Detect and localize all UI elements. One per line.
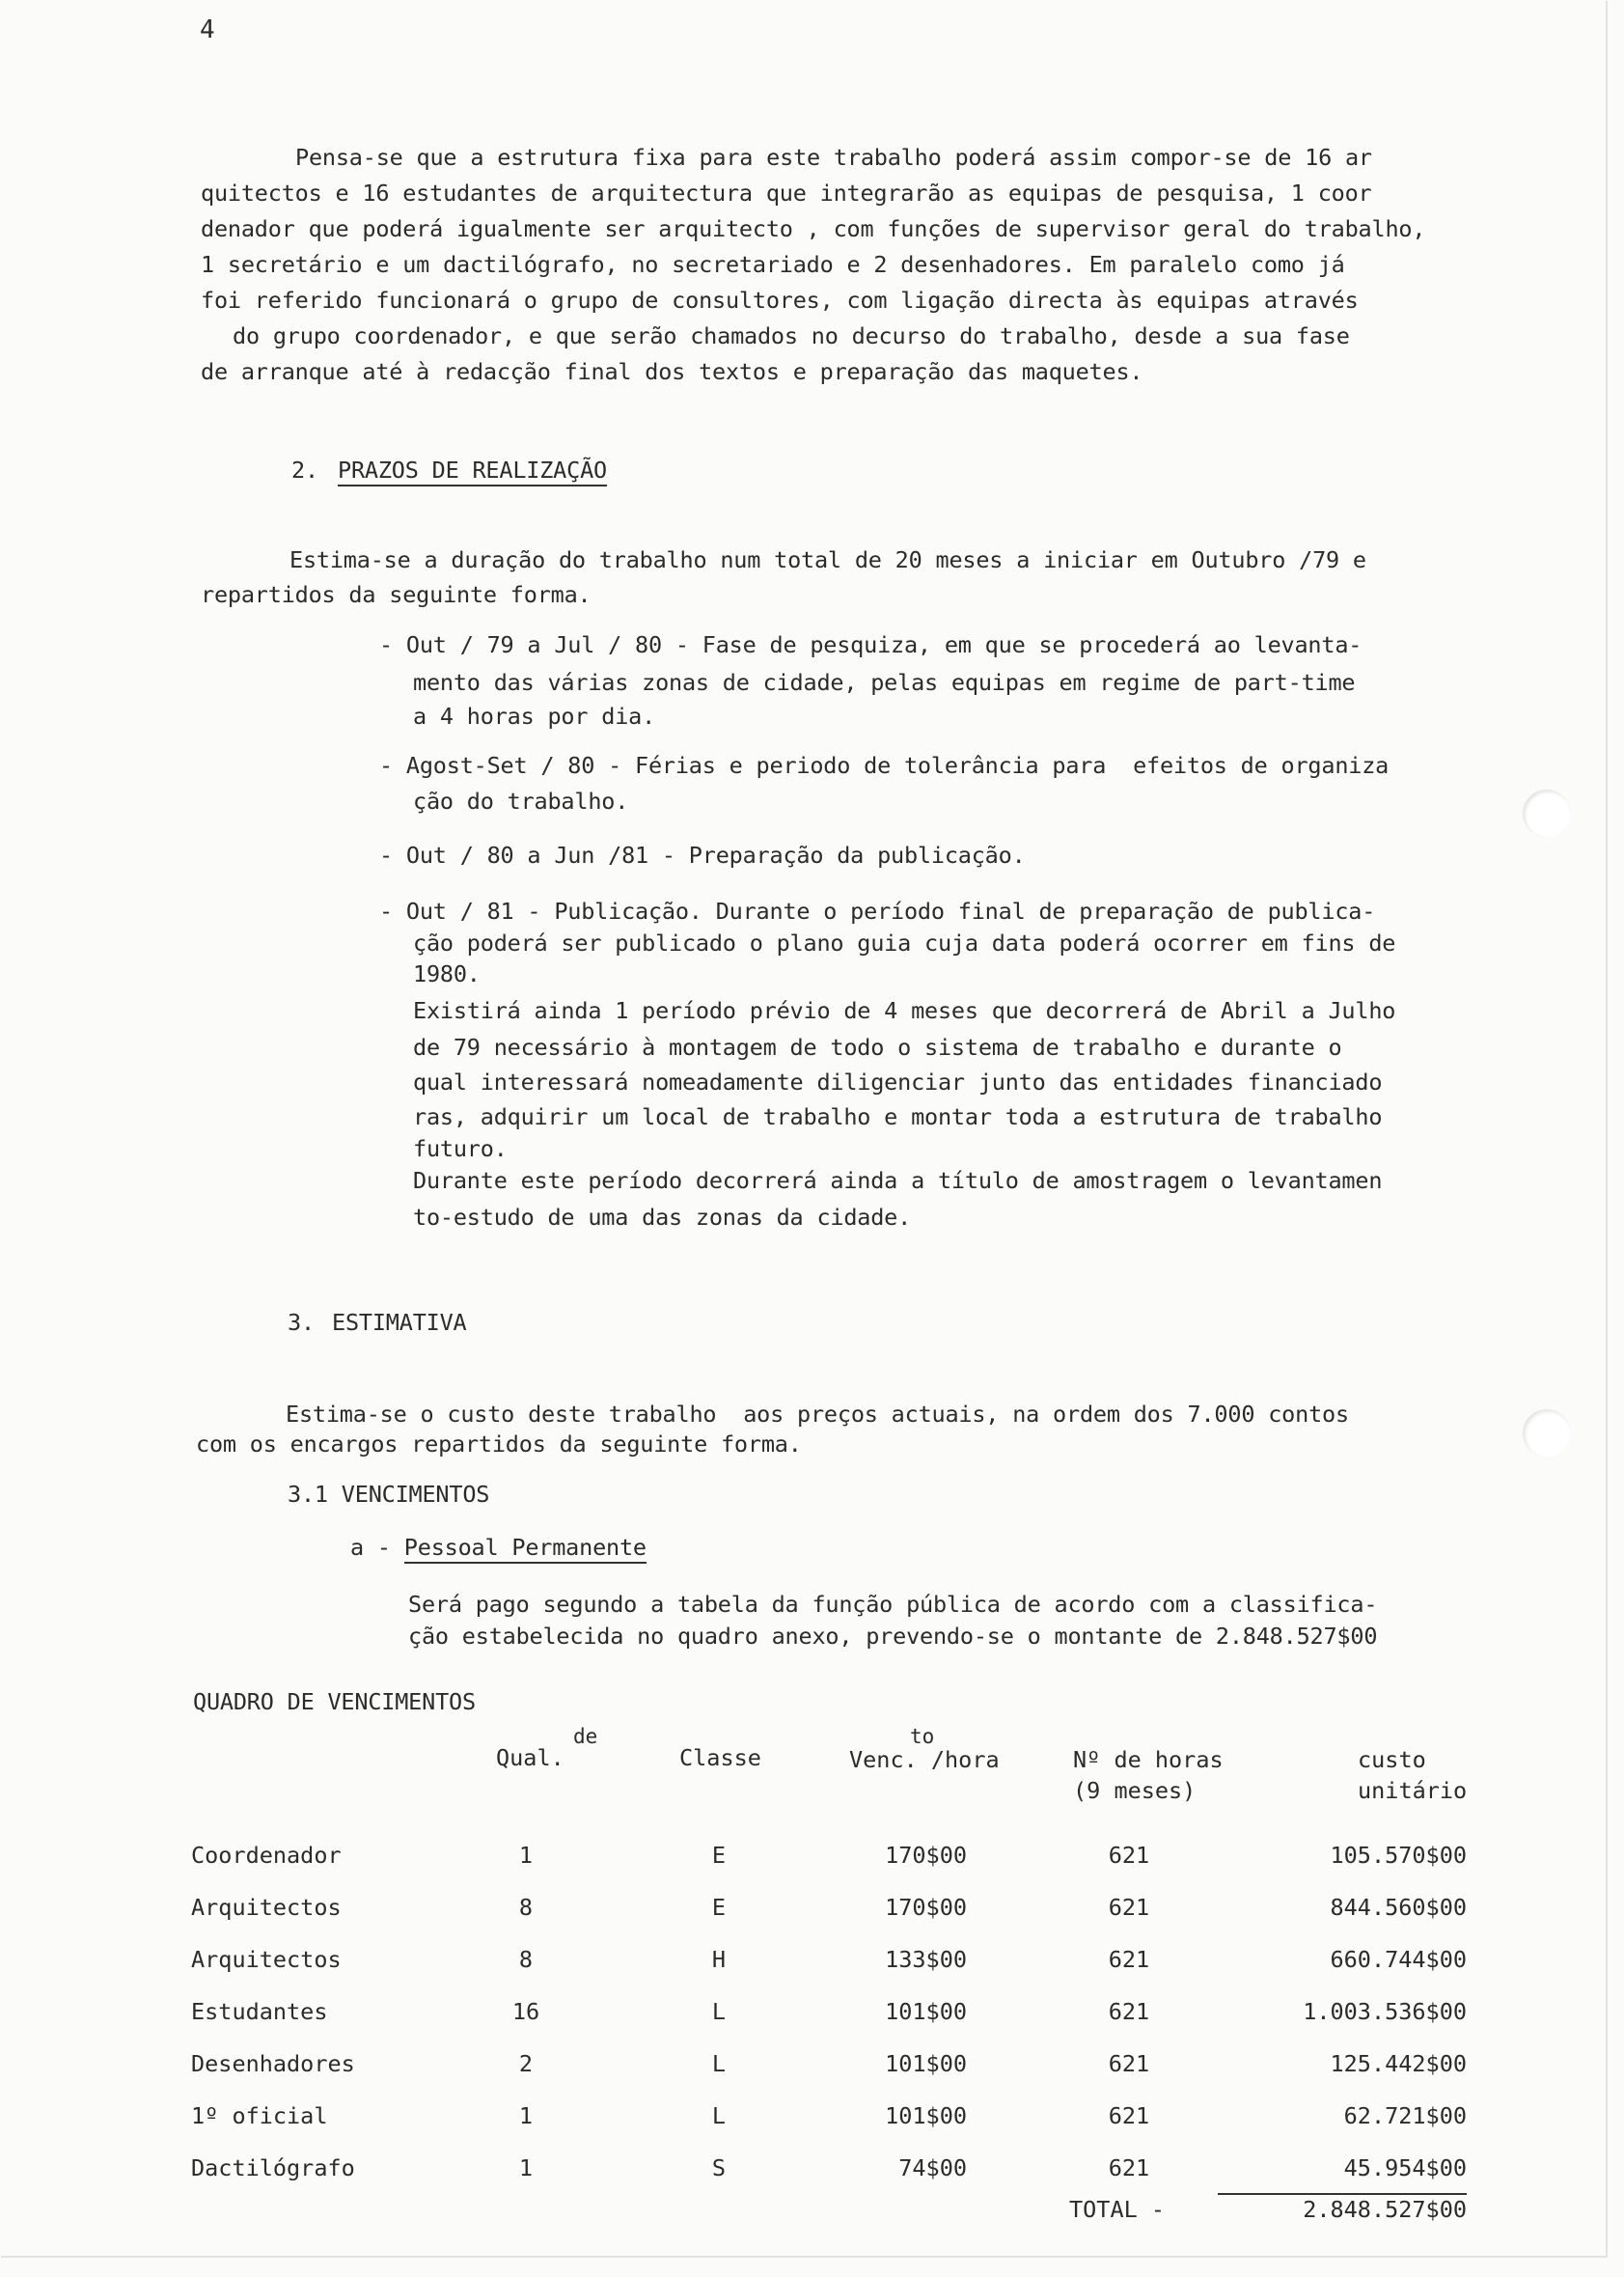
cell-classe: E — [711, 1842, 727, 1869]
phase-line: ção do trabalho. — [413, 788, 629, 815]
cell-role: Coordenador — [191, 1842, 342, 1869]
header-custo: custo — [1358, 1746, 1426, 1773]
phase-line: mento das várias zonas de cidade, pelas equipas em regime de part-time — [413, 669, 1356, 696]
phase-line: - Out / 80 a Jun /81 - Preparação da publicação. — [379, 842, 1026, 869]
phase-line: to-estudo de uma das zonas da cidade. — [413, 1204, 912, 1231]
phase-line: Existirá ainda 1 período prévio de 4 meses que decorrerá de Abril a Julho — [413, 997, 1396, 1024]
cell-horas: 621 — [1108, 2050, 1150, 2077]
section-number: 2. — [291, 457, 318, 484]
phase-line: - Out / 79 a Jul / 80 - Fase de pesquiza, em que se procederá ao levanta- — [379, 631, 1363, 658]
cell-classe: L — [711, 2050, 727, 2077]
cell-venc: 170$00 — [885, 1842, 967, 1869]
header-qual-sup: de — [573, 1725, 598, 1748]
phase-line: de 79 necessário à montagem de todo o sistema de trabalho e durante o — [413, 1034, 1342, 1061]
cell-role: Desenhadores — [191, 2050, 355, 2077]
intro-line: 1 secretário e um dactilógrafo, no secretariado e 2 desenhadores. Em paralelo como já — [201, 251, 1345, 278]
cell-role: 1º oficial — [191, 2102, 328, 2129]
intro-line: quitectos e 16 estudantes de arquitectura que integrarão as equipas de pesquisa, 1 coor — [201, 180, 1372, 207]
header-horas: Nº de horas — [1073, 1746, 1224, 1773]
header-horas: (9 meses) — [1073, 1777, 1197, 1804]
subsection-a-text: Será pago segundo a tabela da função pública de acordo com a classifica- — [408, 1591, 1378, 1618]
section-number: 3. — [288, 1309, 315, 1336]
section-heading: ESTIMATIVA — [332, 1309, 467, 1336]
phase-line: ras, adquirir um local de trabalho e montar toda a estrutura de trabalho — [413, 1103, 1383, 1130]
intro-line: foi referido funcionará o grupo de consultores, com ligação directa às equipas através — [201, 287, 1359, 314]
section-intro-line: Estima-se o custo deste trabalho aos preços actuais, na ordem dos 7.000 contos — [286, 1401, 1349, 1428]
phase-line: ção poderá ser publicado o plano guia cuja data poderá ocorrer em fins de — [413, 930, 1396, 957]
cell-venc: 101$00 — [885, 1998, 967, 2025]
cell-classe: E — [711, 1894, 727, 1921]
header-venc-sup: to — [910, 1725, 935, 1748]
intro-line: de arranque até à redacção final dos textos e preparação das maquetes. — [201, 358, 1143, 385]
phase-line: - Out / 81 - Publicação. Durante o período final de preparação de publica- — [379, 898, 1376, 925]
total-label: TOTAL - — [1069, 2196, 1166, 2223]
page-number: 4 — [200, 15, 215, 44]
subsection-a-heading: a - Pessoal Permanente — [350, 1533, 647, 1562]
subsection-heading: 3.1 VENCIMENTOS — [288, 1481, 490, 1508]
section-intro-line: repartidos da seguinte forma. — [201, 581, 592, 608]
cell-role: Arquitectos — [191, 1946, 342, 1973]
phase-line: qual interessará nomeadamente diligenciar junto das entidades financiado — [413, 1069, 1383, 1096]
punch-hole — [1523, 1409, 1571, 1458]
cell-venc: 170$00 — [885, 1894, 967, 1921]
cell-horas: 621 — [1108, 2102, 1150, 2129]
phase-line: 1980. — [413, 960, 481, 987]
phase-line: Durante este período decorrerá ainda a título de amostragem o levantamen — [413, 1167, 1383, 1194]
cell-role: Estudantes — [191, 1998, 328, 2025]
cell-qual: 8 — [518, 1894, 534, 1921]
cell-horas: 621 — [1108, 1842, 1150, 1869]
cell-custo: 105.570$00 — [1330, 1842, 1467, 1869]
cell-horas: 621 — [1108, 1946, 1150, 1973]
phase-line: futuro. — [413, 1135, 508, 1162]
cell-custo: 844.560$00 — [1330, 1894, 1467, 1921]
cell-venc: 74$00 — [898, 2154, 967, 2181]
section-intro-line: com os encargos repartidos da seguinte forma. — [196, 1430, 802, 1458]
section-intro-line: Estima-se a duração do trabalho num total de 20 meses a iniciar em Outubro /79 e — [289, 546, 1366, 573]
table-title: QUADRO DE VENCIMENTOS — [193, 1688, 476, 1715]
subsection-a-text: ção estabelecida no quadro anexo, prevendo-se o montante de 2.848.527$00 — [408, 1623, 1378, 1650]
cell-horas: 621 — [1108, 2154, 1150, 2181]
section-heading: PRAZOS DE REALIZAÇÃO — [338, 456, 607, 485]
header-classe: Classe — [679, 1744, 761, 1771]
cell-horas: 621 — [1108, 1998, 1150, 2025]
cell-horas: 621 — [1108, 1894, 1150, 1921]
cell-classe: H — [711, 1946, 727, 1973]
punch-hole — [1523, 790, 1571, 838]
intro-line: Pensa-se que a estrutura fixa para este trabalho poderá assim compor-se de 16 ar — [295, 144, 1372, 171]
cell-qual: 1 — [518, 1842, 534, 1869]
intro-line: denador que poderá igualmente ser arquitecto , com funções de supervisor geral do trabalho, — [201, 215, 1426, 242]
header-qual: Qual. — [496, 1744, 564, 1771]
cell-venc: 101$00 — [885, 2102, 967, 2129]
cell-classe: L — [711, 2102, 727, 2129]
cell-qual: 2 — [518, 2050, 534, 2077]
cell-custo: 125.442$00 — [1330, 2050, 1467, 2077]
cell-classe: S — [711, 2154, 727, 2181]
cell-qual: 1 — [518, 2102, 534, 2129]
cell-role: Arquitectos — [191, 1894, 342, 1921]
cell-custo: 1.003.536$00 — [1303, 1998, 1467, 2025]
cell-custo: 660.744$00 — [1330, 1946, 1467, 1973]
cell-qual: 8 — [518, 1946, 534, 1973]
cell-venc: 101$00 — [885, 2050, 967, 2077]
phase-line: - Agost-Set / 80 - Férias e periodo de tolerância para efeitos de organiza — [379, 752, 1390, 779]
cell-custo: 62.721$00 — [1343, 2102, 1467, 2129]
phase-line: a 4 horas por dia. — [413, 703, 656, 730]
cell-qual: 1 — [518, 2154, 534, 2181]
total-value: 2.848.527$00 — [1303, 2196, 1467, 2223]
cell-custo: 45.954$00 — [1343, 2154, 1467, 2181]
cell-role: Dactilógrafo — [191, 2154, 355, 2181]
cell-classe: L — [711, 1998, 727, 2025]
header-venc: Venc. /hora — [849, 1746, 1000, 1773]
header-custo: unitário — [1358, 1777, 1468, 1804]
cell-venc: 133$00 — [885, 1946, 967, 1973]
intro-line: do grupo coordenador, e que serão chamados no decurso do trabalho, desde a sua fase — [233, 322, 1350, 349]
cell-qual: 16 — [511, 1998, 540, 2025]
